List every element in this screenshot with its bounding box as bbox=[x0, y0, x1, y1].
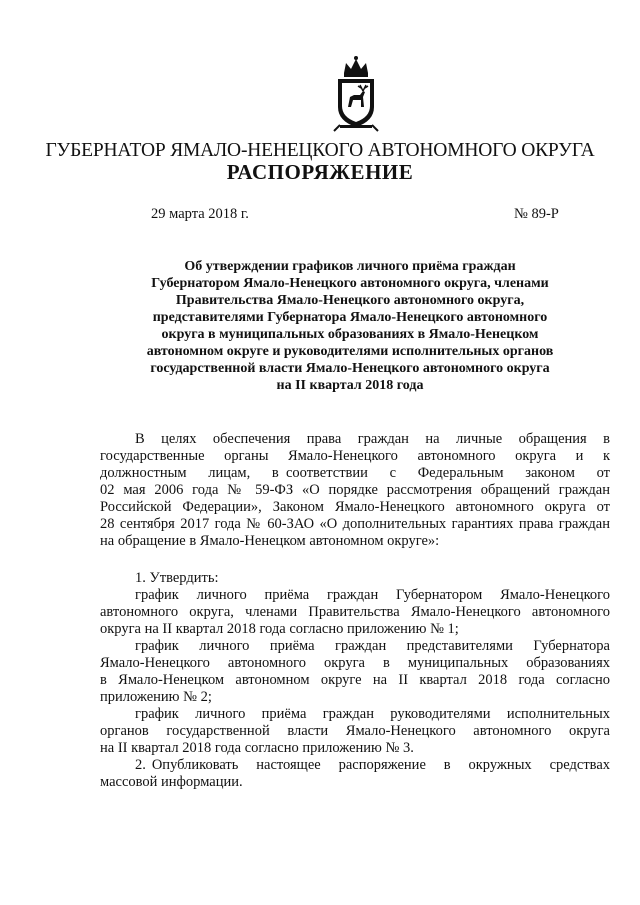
item-1 bbox=[100, 570, 610, 791]
text-line: на II квартал 2018 года согласно приложению № 3. bbox=[100, 740, 414, 756]
text-line: приложению № 2; bbox=[100, 689, 212, 705]
title-line: Губернатором Ямало-Ненецкого автономного округа, членами bbox=[151, 276, 549, 291]
text-line: в Ямало-Ненецком автономном округе на II квартал 2018 года согласно bbox=[100, 672, 610, 688]
text-line: 2. Опубликовать настоящее распоряжение в окружных средствах bbox=[135, 757, 610, 773]
title-line: округа в муниципальных образованиях в Ямало-Ненецком bbox=[161, 327, 539, 342]
text-line: на обращение в Ямало-Ненецком автономном округе»: bbox=[100, 533, 440, 549]
text-line: массовой информации. bbox=[100, 774, 243, 790]
title-line: автономном округе и руководителями исполнительных органов bbox=[146, 344, 554, 359]
text-line: автономного округа, членами Правительства Ямало-Ненецкого автономного bbox=[100, 604, 610, 620]
document-date: 29 марта 2018 г. bbox=[151, 206, 249, 222]
coat-of-arms-icon bbox=[330, 55, 382, 135]
text-line: график личного приёма граждан Губернатором Ямало-Ненецкого bbox=[135, 587, 610, 603]
text-line: должностным лицам, в соответствии с Федеральным законом от bbox=[100, 465, 610, 481]
text-line: 28 сентября 2017 года № 60-ЗАО «О дополнительных гарантиях права граждан bbox=[100, 516, 610, 532]
item-heading: 1. Утвердить: bbox=[135, 570, 219, 586]
text-line: 02 мая 2006 года № 59-ФЗ «О порядке рассмотрения обращений граждан bbox=[100, 482, 610, 498]
document-type: РАСПОРЯЖЕНИЕ bbox=[226, 160, 414, 184]
text-line: график личного приёма граждан руководителями исполнительных bbox=[135, 706, 610, 722]
text-line: округа на II квартал 2018 года согласно приложению № 1; bbox=[100, 621, 459, 637]
text-line: Российской Федерации», Законом Ямало-Ненецкого автономного округа от bbox=[100, 499, 610, 515]
title-line: государственной власти Ямало-Ненецкого автономного округа bbox=[150, 361, 550, 376]
text-line: государственные органы Ямало-Ненецкого автономного округа и к bbox=[100, 448, 610, 464]
document-number: № 89-Р bbox=[514, 206, 559, 222]
preamble-paragraph bbox=[100, 431, 610, 550]
text-line: органов государственной власти Ямало-Ненецкого автономного округа bbox=[100, 723, 610, 739]
issuing-authority: ГУБЕРНАТОР ЯМАЛО-НЕНЕЦКОГО АВТОНОМНОГО ОКРУГА bbox=[45, 140, 595, 161]
title-line: Правительства Ямало-Ненецкого автономного округа, bbox=[175, 293, 525, 308]
text-line: Ямало-Ненецкого автономного округа в муниципальных образованиях bbox=[100, 655, 610, 671]
document-title bbox=[120, 258, 580, 394]
title-line: на II квартал 2018 года bbox=[276, 378, 424, 393]
title-line: представителями Губернатора Ямало-Ненецкого автономного bbox=[152, 310, 548, 325]
title-line: Об утверждении графиков личного приёма граждан bbox=[184, 259, 516, 274]
text-line: график личного приёма граждан представителями Губернатора bbox=[135, 638, 610, 654]
text-line: В целях обеспечения права граждан на личные обращения в bbox=[135, 431, 610, 447]
